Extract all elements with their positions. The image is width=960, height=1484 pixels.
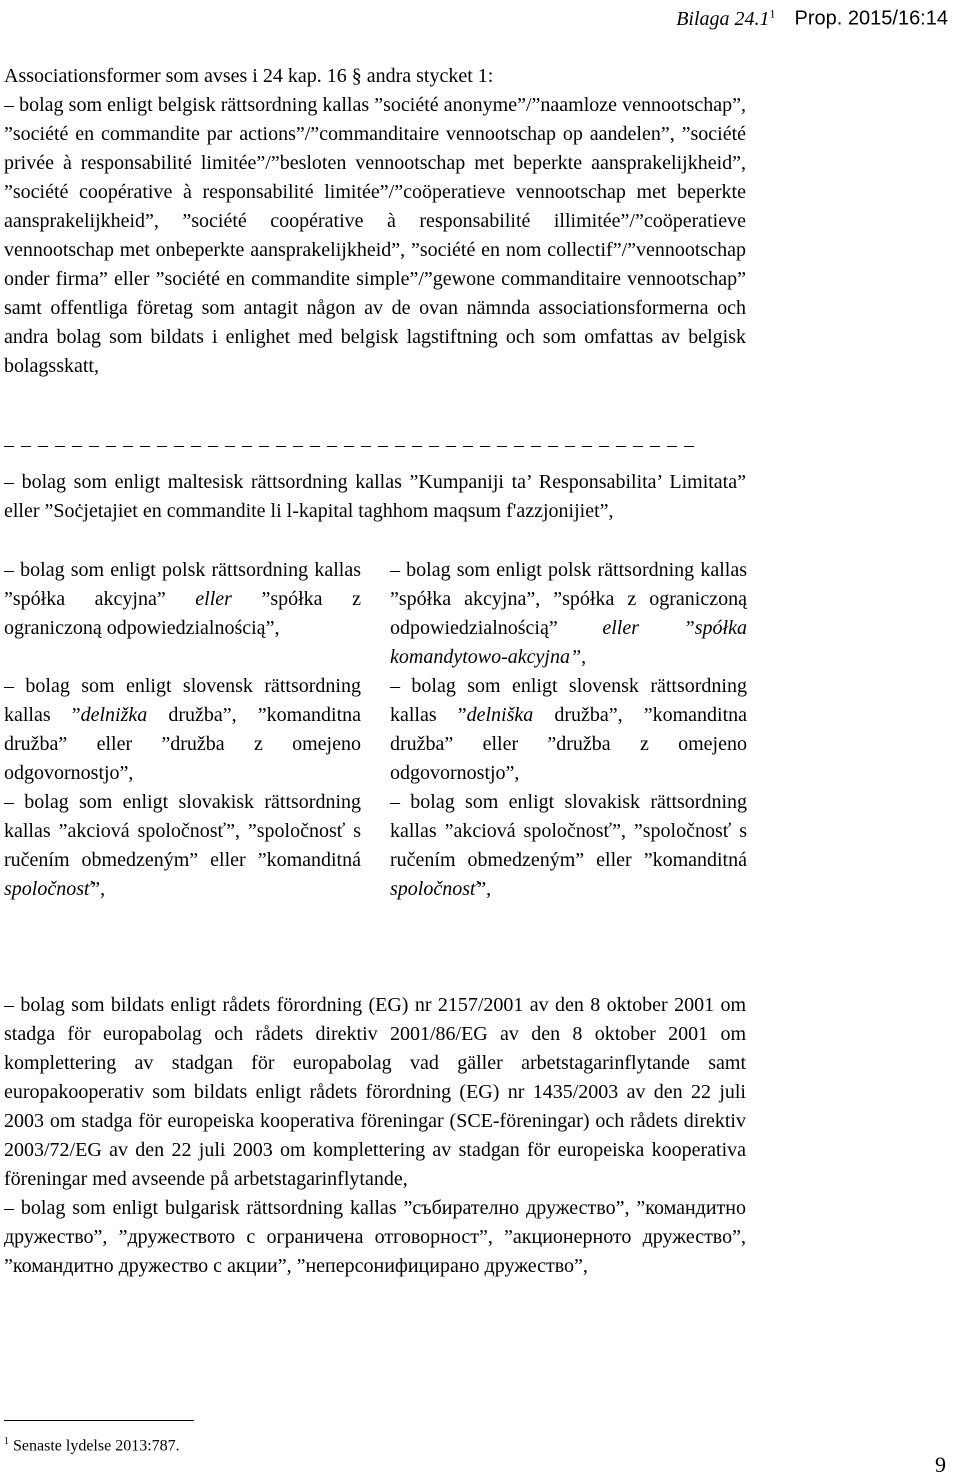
maltesisk-paragraph: – bolag som enligt maltesisk rättsordning kallas ”Kumpaniji ta’ Responsabilita’ Limitata” eller ”Soċjetajiet en commandite li l-kapital taghhom maqsum f'azzjonijiet”, [4, 471, 746, 522]
right-polsk: – bolag som enligt polsk rättsordning kallas ”spółka akcyjna”, ”spółka z ograniczoną odpowiedzialnością” eller ”spółka komandytowo-akcyjna”, [390, 559, 747, 668]
lower-block [4, 991, 746, 1281]
intro-block [4, 62, 746, 381]
left-polsk: – bolag som enligt polsk rättsordning kallas ”spółka akcyjna” eller ”spółka z ograniczoną odpowiedzialnością”, [4, 559, 361, 639]
europabolag-paragraph: – bolag som bildats enligt rådets förordning (EG) nr 2157/2001 av den 8 oktober 2001 om stadga för europabolag och rådets direktiv 2001/86/EG av den 8 oktober 2001 om komplettering av stadgan för europabolag vad gäller arbetstagarinflytande samt europakooperativ som bildats enligt rådets förordning (EG) nr 1435/2003 av den 22 juli 2003 om stadga för europeiska kooperativa föreningar (SCE-föreningar) och rådets direktiv 2003/72/EG av den 22 juli 2003 om komplettering av stadgan för europeiska kooperativa föreningar med avseende på arbetstagarinflytande, [4, 994, 746, 1190]
right-column [390, 556, 747, 904]
belgisk-paragraph: – bolag som enligt belgisk rättsordning kallas ”société anonyme”/”naamloze vennootschap”, ”société en commandite par actions”/”commanditaire vennootschap op aandelen”, ”société privée à responsabilité limitée”/”besloten vennootschap met beperkte aansprakelijkheid”, ”société coopérative à responsabilité limitée”/”coöperatieve vennootschap met beperkte aansprakelijkheid”, ”société coopérative à responsabilité illimitée”/”coöperatieve vennootschap met onbeperkte aansprakelijkheid”, ”société en nom collectif”/”vennootschap onder firma” eller ”société en commandite simple”/”gewone commanditaire vennootschap” samt offentliga företag som antagit någon av de ovan nämnda associationsformerna och andra bolag som bildats i enlighet med belgisk lagstiftning och som omfattas av belgisk bolagsskatt, [4, 94, 746, 377]
left-column [4, 556, 361, 904]
right-slovakisk: – bolag som enligt slovakisk rättsordning kallas ”akciová spoločnosť”, ”spoločnosť s ručením obmedzeným” eller ”komanditná spoločnosť”, [390, 791, 747, 900]
page-number: 9 [935, 1452, 946, 1477]
bulgarisk-paragraph: – bolag som enligt bulgarisk rättsordning kallas ”събирателно дружество”, ”командитно дружество”, ”дружеството с ограничена отговорност”, ”акционерното дружество”, ”командитно дружество с акции”, ”неперсонифицирано дружество”, [4, 1197, 746, 1277]
left-slovakisk: – bolag som enligt slovakisk rättsordning kallas ”akciová spoločnosť”, ”spoločnosť s ručením obmedzeným” eller ”komanditná spoločnosť”, [4, 791, 361, 900]
page-header [676, 6, 948, 31]
footnote: $^1$ Senaste lydelse 2013:787. [4, 1436, 180, 1455]
intro-text: Associationsformer som avses i 24 kap. 16 § andra stycket 1: [4, 65, 494, 87]
omission-dashes: – – – – – – – – – – – – – – – – – – – – – – – – – – – – – – – – – – – – – – – – – [4, 434, 695, 456]
maltesisk-block [4, 468, 746, 526]
prop-label: Prop. 2015/16:14 [794, 7, 948, 30]
footnote-ref: 1 [769, 6, 776, 20]
footnote-separator [4, 1420, 194, 1421]
right-slovensk: – bolag som enligt slovensk rättsordning kallas ”delniška družba”, ”komanditna družba” eller ”družba z omejeno odgovornostjo”, [390, 675, 748, 784]
left-slovensk: – bolag som enligt slovensk rättsordning kallas ”delnižka družba”, ”komanditna družba” eller ”družba z omejeno odgovornostjo”, [4, 675, 362, 784]
bilaga-label: Bilaga 24.1$^1$ [676, 6, 776, 30]
